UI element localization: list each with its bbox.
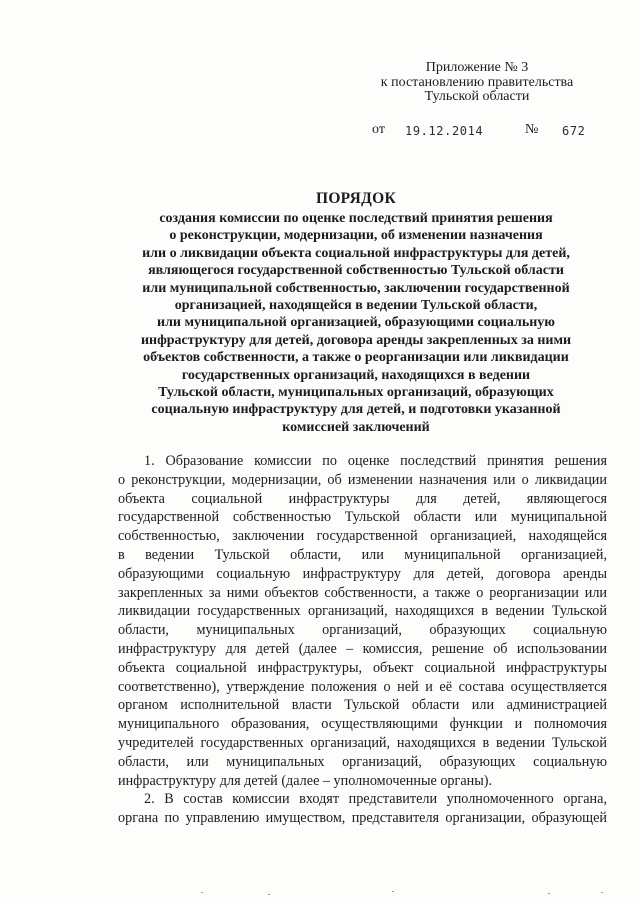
paragraph-2-line: органа по управлению имуществом, представителя организации, образующей bbox=[118, 810, 607, 827]
decree-from-label: от bbox=[372, 122, 385, 137]
paragraph-1-line: 1. Образование комиссии по оценке последствий принятия решения bbox=[144, 453, 607, 469]
subtitle-line: о реконструкции, модернизации, об изменении назначения bbox=[169, 228, 543, 244]
paragraph-1-line: в ведении Тульской области, или муниципальной организацией, bbox=[118, 546, 607, 563]
scan-noise bbox=[0, 889, 640, 899]
paragraph-1-line: области, или муниципальных организаций, образующих социальную bbox=[118, 753, 607, 770]
subtitle-line: являющегося государственной собственностью Тульской области bbox=[148, 263, 564, 279]
subtitle-line: комиссией заключений bbox=[282, 419, 430, 435]
subtitle-line: объектов собственности, а также о реорганизации или ликвидации bbox=[143, 350, 569, 366]
subtitle-line: создания комиссии по оценке последствий принятия решения bbox=[159, 211, 553, 226]
scan-speck bbox=[548, 893, 550, 894]
paragraph-1-line: области, муниципальных организаций, образующих социальную bbox=[118, 622, 607, 639]
subtitle-line: организацией, находящейся в ведении Тульской области, bbox=[174, 298, 538, 314]
paragraph-1-line: инфраструктуру для детей (далее – уполномоченные органы). bbox=[118, 772, 493, 789]
paragraph-1-line: собственностью, заключении государственной организацией, находящейся bbox=[118, 528, 607, 545]
paragraph-1-line: о реконструкции, модернизации, об изменении назначения или о ликвидации bbox=[118, 471, 607, 488]
paragraph-2-line: 2. В состав комиссии входят представители уполномоченного органа, bbox=[144, 791, 607, 808]
document-body bbox=[118, 452, 607, 828]
annex-region: Тульской области bbox=[424, 89, 530, 104]
paragraph-1-line: ликвидации государственных организаций, находящихся в ведении Тульской bbox=[118, 603, 607, 620]
paragraph-1-line: муниципального образования, осуществляющими функции и полномочия bbox=[118, 716, 607, 733]
scan-speck bbox=[268, 894, 270, 895]
paragraph-1-line: государственной собственностью Тульской области или муниципальной bbox=[118, 509, 607, 526]
subtitle-line: или муниципальной организацией, образующими социальную bbox=[157, 315, 555, 331]
annex-header bbox=[366, 61, 588, 105]
paragraph-1-line: учредителей государственных организаций, находящихся в ведении Тульской bbox=[118, 734, 607, 751]
subtitle-line: или муниципальной собственностью, заключении государственной bbox=[142, 280, 570, 296]
document-subtitle bbox=[90, 210, 622, 436]
subtitle-line: инфраструктуру для детей, договора аренды закрепленных за ними bbox=[140, 332, 572, 348]
decree-date: 19.12.2014 bbox=[405, 124, 484, 138]
scan-speck bbox=[201, 892, 203, 893]
paragraph-1-line: закрепленных за ними объектов собственности, а также о реорганизации или bbox=[118, 584, 607, 601]
scan-speck bbox=[392, 891, 394, 892]
decree-number-label: № bbox=[525, 122, 539, 137]
subtitle-line: или о ликвидации объекта социальной инфраструктуры для детей, bbox=[142, 245, 570, 261]
paragraph-1-line: инфраструктуру для детей (далее – комиссия, решение об использовании bbox=[118, 640, 607, 657]
paragraph-1-line: образующими социальную инфраструктуру для детей, договора аренды bbox=[118, 565, 607, 582]
annex-reference: к постановлению правительства bbox=[380, 74, 574, 90]
paragraph-1-line: объекта социальной инфраструктуры, объект социальной инфраструктуры bbox=[118, 659, 607, 676]
paragraph-1-line: органом исполнительной власти Тульской области или администрацией bbox=[118, 697, 607, 714]
subtitle-line: Тульской области, муниципальных организаций, образующих bbox=[158, 385, 554, 401]
paragraph-1-line: соответственно), утверждение положения о ней и её состава осуществляется bbox=[118, 678, 607, 695]
subtitle-line: государственных организаций, находящихся в ведении bbox=[181, 367, 531, 383]
annex-number: Приложение № 3 bbox=[425, 60, 529, 75]
paragraph-1-line: объекта социальной инфраструктуры для детей, являющегося bbox=[118, 490, 607, 507]
document-title: ПОРЯДОК bbox=[315, 190, 397, 207]
decree-line bbox=[0, 122, 640, 140]
decree-number: 672 bbox=[562, 124, 586, 138]
scan-speck bbox=[601, 892, 603, 893]
subtitle-line: социальную инфраструктуру для детей, и подготовки указанной bbox=[151, 402, 561, 418]
